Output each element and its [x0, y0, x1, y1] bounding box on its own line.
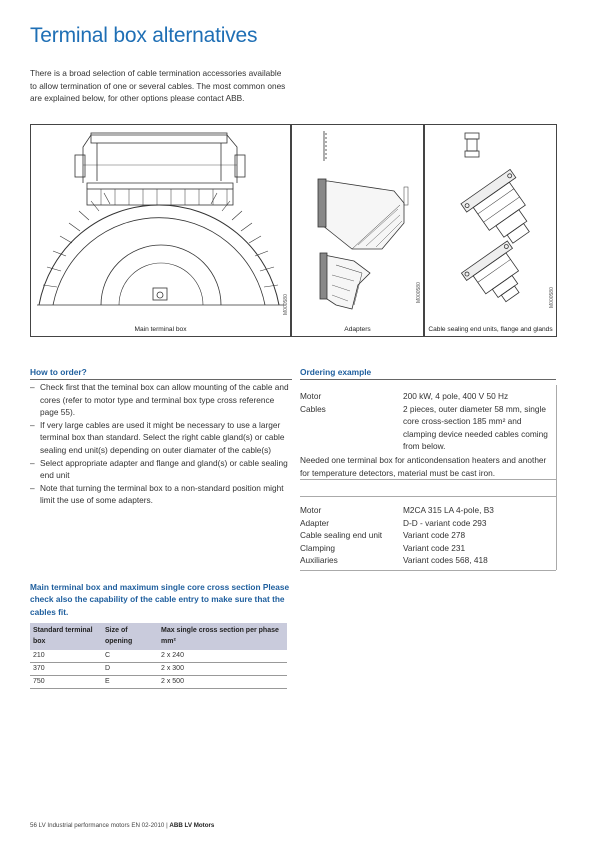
example-row: [300, 390, 556, 403]
divider: [300, 379, 556, 380]
how-to-order-section: [30, 367, 292, 380]
table-cell: 370: [30, 663, 102, 676]
example-row: [300, 504, 556, 517]
figure-cable-sealing: [424, 124, 557, 337]
example-row: [300, 554, 556, 567]
example-row: [300, 403, 556, 453]
terminal-box-table: [30, 623, 287, 689]
figure-main-terminal-box: [30, 124, 291, 337]
table-heading: Main terminal box and maximum single core cross section Please check also the capability of the cable entry to make sure that the cables fit.: [30, 582, 290, 617]
example-key: Adapter: [300, 517, 330, 528]
table-cell: 2 x 240: [158, 650, 287, 663]
figure-caption: Main terminal box: [134, 326, 187, 333]
example-row: [300, 529, 556, 542]
example-value: Variant code 231: [403, 542, 466, 553]
example-row: [300, 517, 556, 530]
figure-code: M000580: [416, 282, 422, 303]
column-header: Standard terminal box: [30, 623, 102, 650]
divider: [30, 379, 292, 380]
table-row: [30, 650, 287, 663]
how-to-order-list: [30, 381, 292, 507]
figure-code: M000580: [549, 287, 555, 308]
example-key: Motor: [300, 391, 322, 401]
example-note: Needed one terminal box for anticondensation heaters and another for temperature detectors, material must be cast iron.: [300, 454, 547, 478]
footer-brand: ABB LV Motors: [169, 822, 215, 829]
list-item: – Note that turning the terminal box to a non-standard position might limit the use of some adapters.: [30, 482, 292, 507]
how-to-order-heading: How to order?: [30, 367, 87, 377]
example-value: 2 pieces, outer diameter 58 mm, single core cross-section 185 mm² and clamping device needed cables coming from below.: [403, 403, 548, 452]
example-key: Cable sealing end unit: [300, 530, 383, 541]
ordering-example-heading: Ordering example: [300, 367, 372, 377]
page-title: Terminal box alternatives: [30, 24, 258, 47]
column-header: Size of opening: [102, 623, 158, 650]
table-header-row: [30, 623, 287, 650]
figure-code: M000580: [283, 294, 289, 315]
figure-caption: Adapters: [344, 326, 371, 333]
example-key: Clamping: [300, 542, 336, 553]
table-row: [30, 676, 287, 689]
example-value: Variant codes 568, 418: [403, 555, 488, 566]
table-cell: D: [102, 663, 158, 676]
example-value: Variant code 278: [403, 530, 466, 541]
example-key: Auxiliaries: [300, 555, 338, 566]
ordering-example-section: [300, 367, 556, 380]
table-cell: C: [102, 650, 158, 663]
table-cell: 210: [30, 650, 102, 663]
example-key: Motor: [300, 505, 322, 515]
divider: [300, 496, 556, 497]
table-cell: 2 x 300: [158, 663, 287, 676]
example-key: Cables: [300, 403, 326, 414]
list-item: – Select appropriate adapter and flange and gland(s) or cable sealing end unit: [30, 457, 292, 482]
page-footer: [30, 822, 214, 829]
intro-paragraph: There is a broad selection of cable termination accessories available to allow termination of one or several cables. The most common ones are explained below, for other options please contact ABB.: [30, 68, 286, 104]
adapters-drawing: [292, 125, 423, 315]
ordering-example-box: [300, 390, 556, 480]
example-value: 200 kW, 4 pole, 400 V 50 Hz: [403, 391, 509, 401]
ordering-example-box-2: [300, 504, 556, 571]
table-row: [30, 663, 287, 676]
example-value: D-D - variant code 293: [403, 517, 487, 528]
footer-text: 56 LV Industrial performance motors EN 02-2010 |: [30, 822, 170, 829]
example-value: M2CA 315 LA 4-pole, B3: [403, 505, 494, 515]
list-item: – If very large cables are used it might be necessary to use a larger terminal box than standard. Select the right cable gland(s) or cable sealing end unit(s) depending on outer diamater of the cable(s): [30, 419, 292, 457]
table-cell: E: [102, 676, 158, 689]
cable-sealing-drawing: [425, 125, 556, 305]
column-header: Max single cross section per phase mm²: [158, 623, 287, 650]
example-row: [300, 542, 556, 555]
figure-caption: Cable sealing end units, flange and glands: [428, 326, 553, 333]
list-item: – Check first that the teminal box can allow mounting of the cable and cores (refer to motor type and terminal box type cross reference page 55).: [30, 381, 292, 419]
table-cell: 2 x 500: [158, 676, 287, 689]
divider: [556, 385, 557, 570]
terminal-box-drawing: [31, 125, 290, 315]
table-cell: 750: [30, 676, 102, 689]
figure-adapters: [291, 124, 424, 337]
